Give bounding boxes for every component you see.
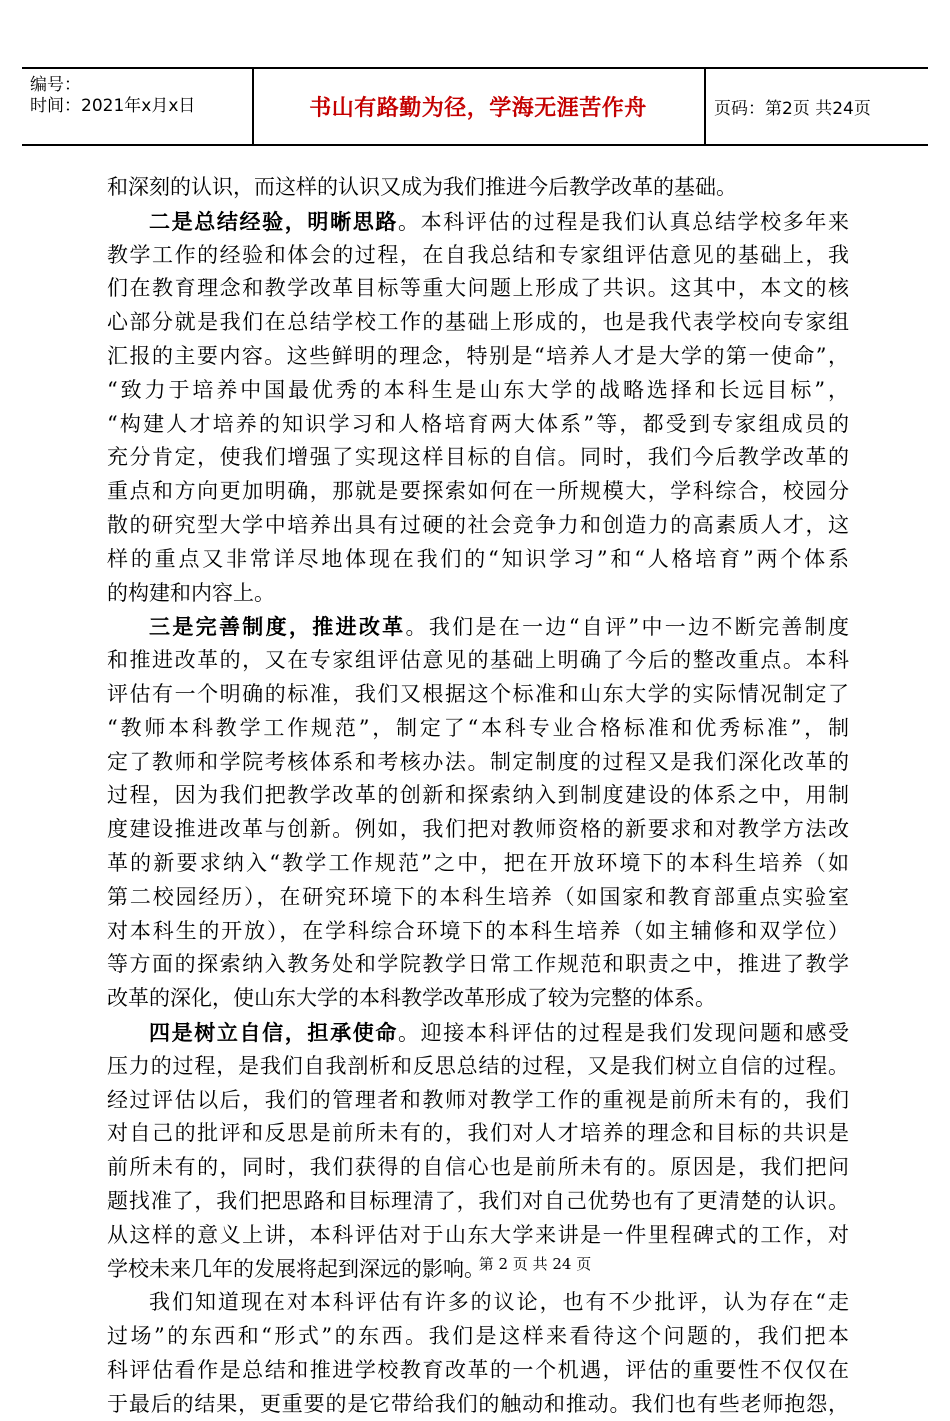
line-text: “致力于培养中国最优秀的本科生是山东大学的战略选择和长远目标”， bbox=[107, 377, 849, 402]
text-line bbox=[107, 746, 849, 780]
text-line bbox=[107, 1320, 849, 1354]
line-text: 的构建和内容上。 bbox=[107, 580, 275, 605]
text-line bbox=[107, 813, 849, 847]
text-line bbox=[107, 847, 849, 881]
text-line bbox=[107, 881, 849, 915]
text-line bbox=[107, 475, 849, 509]
line-text: 压力的过程，是我们自我剖析和反思总结的过程，又是我们树立自信的过程。 bbox=[107, 1053, 849, 1078]
text-line bbox=[107, 982, 849, 1016]
line-text: 。我们是在一边“自评”中一边不断完善制度 bbox=[405, 615, 849, 640]
line-text: 经过评估以后，我们的管理者和教师对教学工作的重视是前所未有的，我们 bbox=[107, 1087, 849, 1112]
line-text: 和推进改革的，又在专家组评估意见的基础上明确了今后的整改重点。本科 bbox=[107, 648, 849, 673]
text-line bbox=[107, 1354, 849, 1388]
line-text: 题找准了，我们把思路和目标理清了，我们对自己优势也有了更清楚的认识。 bbox=[107, 1188, 849, 1213]
page-footer bbox=[0, 1253, 950, 1274]
text-line bbox=[107, 171, 849, 205]
text-line bbox=[107, 205, 849, 239]
text-line bbox=[107, 644, 849, 678]
text-line bbox=[107, 509, 849, 543]
line-text: 前所未有的，同时，我们获得的自信心也是前所未有的。原因是，我们把问 bbox=[107, 1155, 849, 1180]
text-line bbox=[107, 1016, 849, 1050]
document-time-label: 时间：2021年x月x日 bbox=[30, 96, 196, 116]
document-number-label: 编号： bbox=[30, 75, 81, 95]
document-body bbox=[107, 171, 849, 1421]
line-text: “构建人才培养的知识学习和人格培育两大体系”等，都受到专家组成员的 bbox=[107, 411, 849, 436]
line-text: 等方面的探索纳入教务处和学院教学日常工作规范和职责之中，推进了教学 bbox=[107, 952, 849, 977]
text-line bbox=[107, 1388, 849, 1421]
line-text: 充分肯定，使我们增强了实现这样目标的自信。同时，我们今后教学改革的 bbox=[107, 445, 849, 470]
text-line bbox=[107, 1185, 849, 1219]
text-line bbox=[107, 239, 849, 273]
text-line bbox=[107, 610, 849, 644]
text-line bbox=[107, 577, 849, 611]
paragraph-lead-heading: 二是总结经验，明晰思路 bbox=[149, 208, 398, 234]
line-text: 重点和方向更加明确，那就是要探索如何在一所规模大，学科综合，校园分 bbox=[107, 479, 849, 504]
paragraph-lead-heading: 四是树立自信，担承使命 bbox=[149, 1019, 398, 1045]
line-text: 对自己的批评和反思是前所未有的，我们对人才培养的理念和目标的共识是 bbox=[107, 1121, 849, 1146]
text-line bbox=[107, 1151, 849, 1185]
text-line bbox=[107, 779, 849, 813]
line-text: 散的研究型大学中培养出具有过硬的社会竞争力和创造力的高素质人才，这 bbox=[107, 512, 849, 537]
line-text: 。迎接本科评估的过程是我们发现问题和感受 bbox=[397, 1020, 849, 1045]
line-text: 教学工作的经验和体会的过程，在自我总结和专家组评估意见的基础上，我 bbox=[107, 242, 849, 267]
header-motto-cell bbox=[252, 69, 706, 144]
line-text: 过程，因为我们把教学改革的创新和探索纳入到制度建设的体系之中，用制 bbox=[107, 783, 849, 808]
text-line bbox=[107, 915, 849, 949]
line-text: 样的重点又非常详尽地体现在我们的“知识学习”和“人格培育”两个体系 bbox=[107, 546, 849, 571]
line-text: 对本科生的开放），在学科综合环境下的本科生培养（如主辅修和双学位） bbox=[107, 918, 849, 943]
page-header bbox=[22, 67, 928, 146]
line-text: “教师本科教学工作规范”，制定了“本科专业合格标准和优秀标准”，制 bbox=[107, 715, 849, 740]
line-text: 于最后的结果，更重要的是它带给我们的触动和推动。我们也有些老师抱怨， bbox=[107, 1391, 849, 1416]
text-line bbox=[107, 948, 849, 982]
line-text: 改革的深化，使山东大学的本科教学改革形成了较为完整的体系。 bbox=[107, 986, 716, 1011]
line-text: 科评估看作是总结和推进学校教育改革的一个机遇，评估的重要性不仅仅在 bbox=[107, 1357, 849, 1382]
text-line bbox=[107, 543, 849, 577]
line-text: 汇报的主要内容。这些鲜明的理念，特别是“培养人才是大学的第一使命”， bbox=[107, 343, 849, 368]
footer-page-number: 第 2 页 共 24 页 bbox=[478, 1255, 592, 1273]
header-meta-cell bbox=[22, 69, 254, 144]
line-text: 从这样的意义上讲，本科评估对于山东大学来讲是一件里程碑式的工作，对 bbox=[107, 1222, 849, 1247]
text-line bbox=[107, 272, 849, 306]
line-text: 度建设推进改革与创新。例如，我们把对教师资格的新要求和对教学方法改 bbox=[107, 817, 849, 842]
header-page-info: 页码：第2页 共24页 bbox=[714, 99, 871, 119]
text-line bbox=[107, 1050, 849, 1084]
header-motto: 书山有路勤为径，学海无涯苦作舟 bbox=[309, 96, 647, 121]
text-line bbox=[107, 1219, 849, 1253]
text-line bbox=[107, 340, 849, 374]
line-text: 过场”的东西和“形式”的东西。我们是这样来看待这个问题的，我们把本 bbox=[107, 1324, 849, 1349]
line-text: 们在教育理念和教学改革目标等重大问题上形成了共识。这其中，本文的核 bbox=[107, 276, 849, 301]
line-text: 定了教师和学院考核体系和考核办法。制定制度的过程又是我们深化改革的 bbox=[107, 749, 849, 774]
text-line bbox=[107, 678, 849, 712]
line-text: 革的新要求纳入“教学工作规范”之中，把在开放环境下的本科生培养（如 bbox=[107, 850, 849, 875]
text-line bbox=[107, 712, 849, 746]
header-page-cell bbox=[704, 69, 928, 144]
line-text: 心部分就是我们在总结学校工作的基础上形成的，也是我代表学校向专家组 bbox=[107, 310, 849, 335]
text-line bbox=[107, 1286, 849, 1320]
paragraph-lead-heading: 三是完善制度，推进改革 bbox=[149, 614, 406, 640]
text-line bbox=[107, 374, 849, 408]
line-text: 我们知道现在对本科评估有许多的议论，也有不少批评，认为存在“走 bbox=[149, 1290, 849, 1315]
line-text: 评估有一个明确的标准，我们又根据这个标准和山东大学的实际情况制定了 bbox=[107, 681, 849, 706]
line-text: 学校未来几年的发展将起到深远的影响。 bbox=[107, 1256, 485, 1281]
line-text: 和深刻的认识，而这样的认识又成为我们推进今后教学改革的基础。 bbox=[107, 175, 737, 199]
line-text: 第二校园经历），在研究环境下的本科生培养（如国家和教育部重点实验室 bbox=[107, 884, 849, 909]
text-line bbox=[107, 1117, 849, 1151]
text-line bbox=[107, 306, 849, 340]
text-line bbox=[107, 441, 849, 475]
line-text: 。本科评估的过程是我们认真总结学校多年来 bbox=[397, 209, 849, 234]
text-line bbox=[107, 408, 849, 442]
text-line bbox=[107, 1084, 849, 1118]
